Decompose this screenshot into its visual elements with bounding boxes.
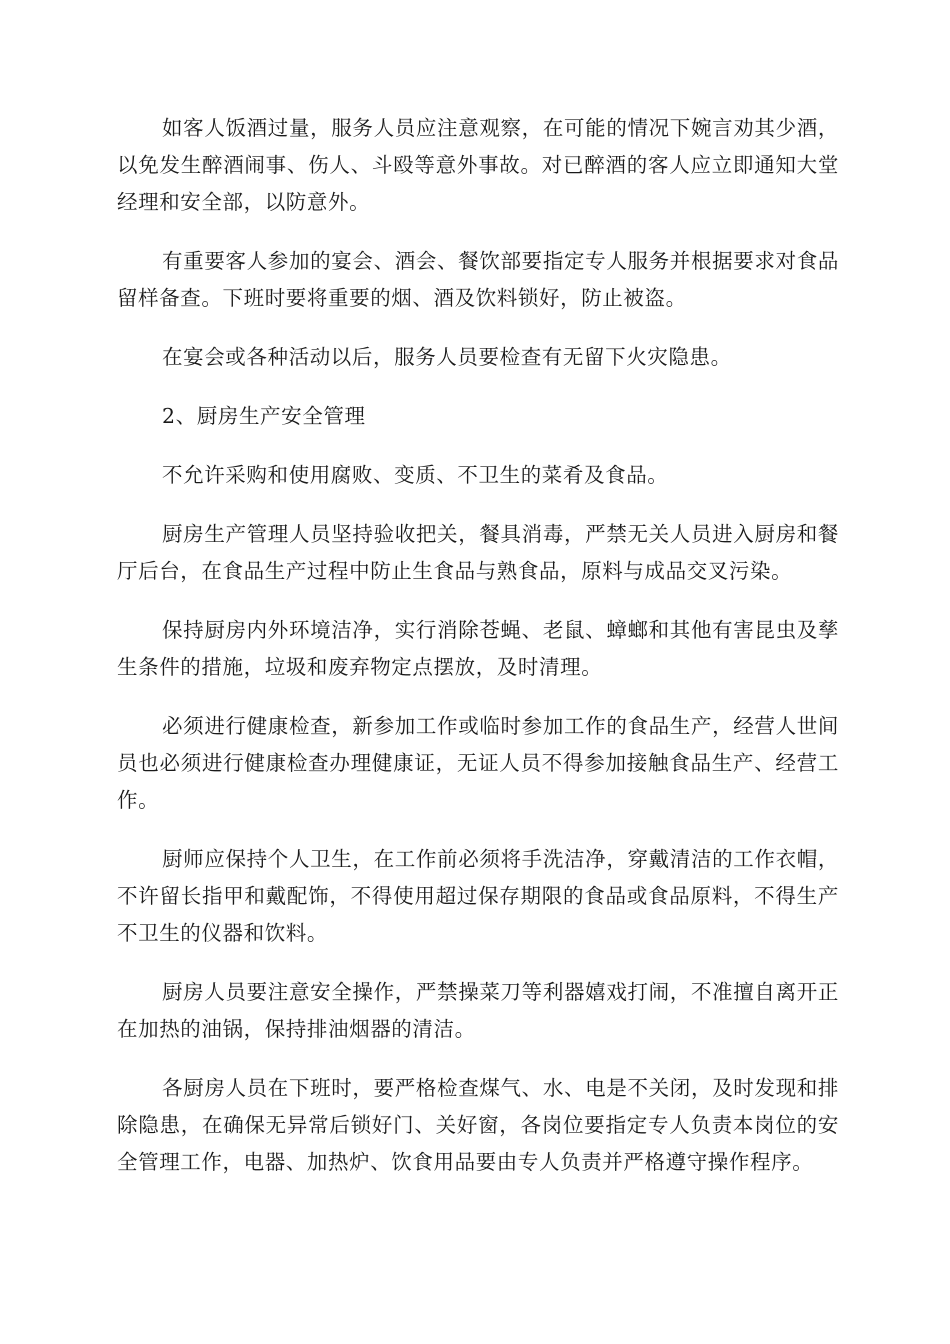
paragraph-safe-operation: 厨房人员要注意安全操作，严禁操菜刀等利器嬉戏打闹，不准擅自离开正在加热的油锅，保持排油烟器的清洁。 — [117, 980, 839, 1041]
paragraph-inspection-disinfection: 厨房生产管理人员坚持验收把关，餐具消毒，严禁无关人员进入厨房和餐厅后台，在食品生产过程中防止生食品与熟食品，原料与成品交叉污染。 — [117, 522, 839, 583]
section-heading-kitchen-safety: 2、厨房生产安全管理 — [162, 404, 366, 428]
paragraph-fire-check: 在宴会或各种活动以后，服务人员要检查有无留下火灾隐患。 — [162, 345, 732, 369]
paragraph-no-spoiled-food: 不允许采购和使用腐败、变质、不卫生的菜肴及食品。 — [162, 463, 669, 487]
paragraph-end-of-shift: 各厨房人员在下班时，要严格检查煤气、水、电是不关闭，及时发现和排除隐患，在确保无异常后锁好门、关好窗，各岗位要指定专人负责本岗位的安全管理工作，电器、加热炉、饮食用品要由专人负责并严格遵守操作程序。 — [117, 1076, 839, 1174]
paragraph-kitchen-cleanliness: 保持厨房内外环境洁净，实行消除苍蝇、老鼠、蟑螂和其他有害昆虫及孳生条件的措施，垃圾和废弃物定点摆放，及时清理。 — [117, 618, 839, 679]
document-body — [117, 110, 839, 1203]
paragraph-chef-hygiene: 厨师应保持个人卫生，在工作前必须将手洗洁净，穿戴清洁的工作衣帽，不许留长指甲和戴配饰，不得使用超过保存期限的食品或食品原料，不得生产不卫生的仪器和饮料。 — [117, 847, 839, 945]
paragraph-health-check: 必须进行健康检查，新参加工作或临时参加工作的食品生产，经营人世间员也必须进行健康检查办理健康证，无证人员不得参加接触食品生产、经营工作。 — [117, 714, 839, 812]
paragraph-guest-drinking: 如客人饭酒过量，服务人员应注意观察，在可能的情况下婉言劝其少酒，以免发生醉酒闹事、伤人、斗殴等意外事故。对已醉酒的客人应立即通知大堂经理和安全部，以防意外。 — [117, 116, 839, 214]
paragraph-important-banquet: 有重要客人参加的宴会、酒会、餐饮部要指定专人服务并根据要求对食品留样备查。下班时要将重要的烟、酒及饮料锁好，防止被盗。 — [117, 249, 839, 310]
